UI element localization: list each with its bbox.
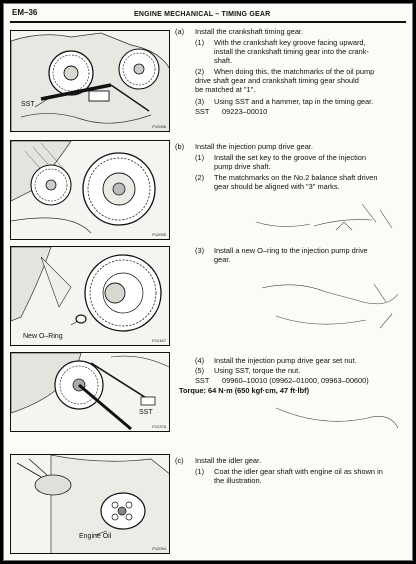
section-c-marker: (c): [175, 456, 184, 465]
step-number: (3): [195, 97, 205, 106]
section-a-marker: (a): [175, 27, 185, 36]
step-number: (3): [195, 246, 205, 255]
figure-torque-nut: [10, 352, 170, 432]
step-number: (1): [195, 467, 205, 476]
o-ring-sketch: [256, 270, 404, 338]
step-text-line: shaft.: [214, 56, 233, 65]
step-text-line: Using SST, torque the nut.: [214, 366, 301, 375]
step-number: (5): [195, 366, 205, 375]
step-text-line: Coat the idler gear shaft with engine oil as shown in: [214, 467, 383, 476]
matchmark-sketch: [252, 200, 402, 238]
step-text-line: be matched at "1".: [195, 85, 256, 94]
step-text-line: Install a new O–ring to the injection pump drive: [214, 246, 368, 255]
figure-code: P12378: [152, 424, 166, 429]
step-number: (4): [195, 356, 205, 365]
step-text-line: install the crankshaft timing gear into the crank-: [214, 47, 369, 56]
manual-page: [3, 3, 413, 561]
step-text-line: With the crankshaft key groove facing upward,: [214, 38, 366, 47]
section-a-title: Install the crankshaft timing gear.: [195, 27, 304, 36]
torque-nut-illustration: [11, 353, 170, 432]
figure-label-sst: SST: [139, 409, 153, 416]
step-text-line: Install the injection pump drive gear set nut.: [214, 356, 357, 365]
step-number: (1): [195, 38, 205, 47]
step-number: (2): [195, 67, 205, 76]
figure-crankshaft-timing-gear: [10, 30, 170, 132]
torque-spec: Torque: 64 N·m (650 kgf·cm, 47 ft·lbf): [179, 386, 310, 395]
figure-label-sst: SST: [21, 101, 35, 108]
section-b-marker: (b): [175, 142, 185, 151]
step-text-line: pump drive shaft.: [214, 162, 271, 171]
figure-new-o-ring: [10, 246, 170, 346]
step-text-line: the illustration.: [214, 476, 262, 485]
figure-label-engine-oil: Engine Oil: [79, 533, 112, 540]
crankshaft-gear-illustration: [11, 31, 170, 132]
figure-code: P12167: [152, 338, 166, 343]
step-text-line: gear.: [214, 255, 231, 264]
figure-code: P12096: [152, 124, 166, 129]
step-text-line: When doing this, the matchmarks of the oil pump: [214, 67, 375, 76]
o-ring-illustration: [11, 247, 170, 346]
figure-code: P12095: [152, 232, 166, 237]
header-rule: [10, 21, 406, 23]
figure-code: P12094: [152, 546, 166, 551]
figure-idler-gear-oil: [10, 454, 170, 554]
section-b-title: Install the injection pump drive gear.: [195, 142, 313, 151]
step-text-line: drive shaft gear and crankshaft timing gear should: [195, 76, 359, 85]
torque-sketch: [272, 398, 402, 438]
page-title: ENGINE MECHANICAL – TIMING GEAR: [134, 11, 271, 18]
page-number: EM–36: [12, 8, 38, 17]
injection-pump-gear-illustration: [11, 141, 170, 240]
section-c-title: Install the idler gear.: [195, 456, 262, 465]
step-text-line: Install the set key to the groove of the injection: [214, 153, 367, 162]
step-text-line: The matchmarks on the No.2 balance shaft driven: [214, 173, 378, 182]
step-text-line: gear should be aligned with "3" marks.: [214, 182, 340, 191]
step-text-line: Using SST and a hammer, tap in the timing gear.: [214, 97, 374, 106]
sst-value: 09960–10010 (09962–01000, 09963–00600): [222, 376, 369, 385]
sst-label: SST: [195, 376, 210, 385]
step-number: (2): [195, 173, 205, 182]
sst-label: SST: [195, 107, 210, 116]
figure-injection-pump-drive-gear: [10, 140, 170, 240]
sst-value: 09223–00010: [222, 107, 268, 116]
figure-label-new-o-ring: New O–Ring: [23, 333, 63, 340]
step-number: (1): [195, 153, 205, 162]
